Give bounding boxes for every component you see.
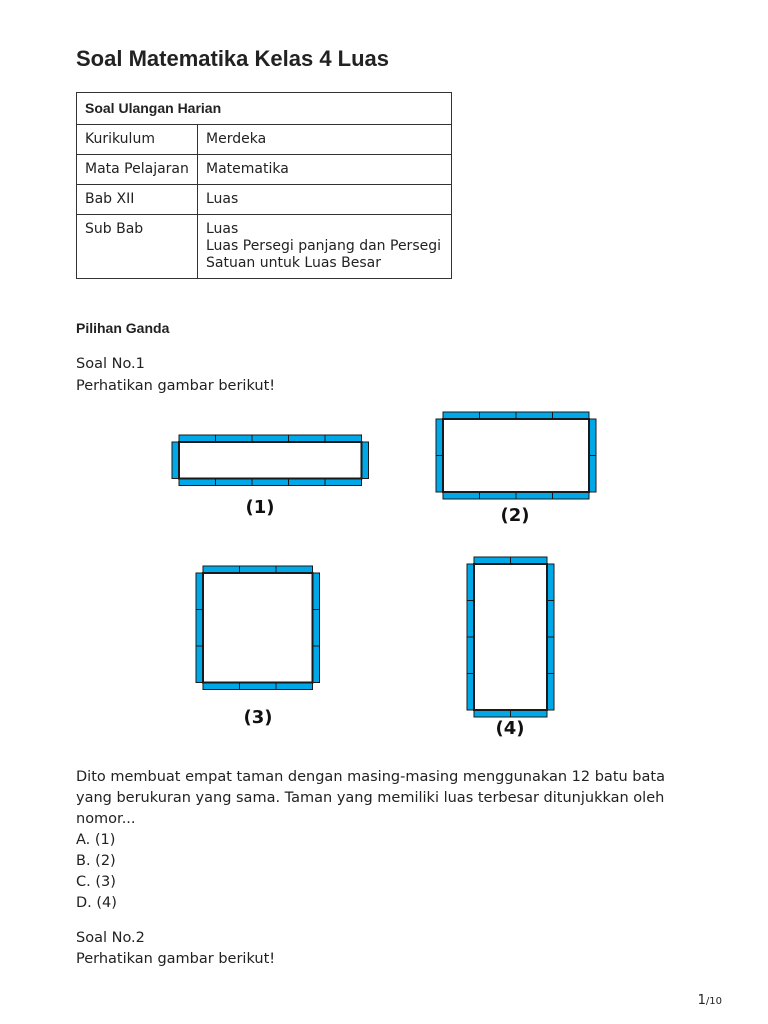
question-1-text: Dito membuat empat taman dengan masing-masing menggunakan 12 batu bata yang berukuran yang sama. Taman yang memiliki luas terbesar ditunjukkan oleh nomor... bbox=[76, 769, 665, 827]
brick bbox=[203, 683, 240, 690]
garden-figure-4 bbox=[467, 557, 554, 717]
row-value-bab: Luas bbox=[198, 185, 452, 215]
section-title: Pilihan Ganda bbox=[76, 320, 170, 336]
brick bbox=[516, 412, 553, 419]
option-b: B. (2) bbox=[76, 853, 116, 869]
brick bbox=[172, 442, 179, 479]
garden-area bbox=[474, 564, 547, 710]
sub-bab-line-1: Luas bbox=[206, 221, 239, 237]
brick bbox=[547, 674, 554, 711]
page-current: 1 bbox=[697, 993, 706, 1008]
brick bbox=[511, 710, 548, 717]
brick bbox=[443, 492, 480, 499]
info-table-header-row bbox=[77, 93, 452, 125]
row-label-bab: Bab XII bbox=[77, 185, 198, 215]
page-total: /10 bbox=[705, 996, 722, 1007]
figure-label-3: (3) bbox=[243, 707, 273, 728]
brick bbox=[553, 412, 590, 419]
brick bbox=[179, 479, 216, 486]
brick bbox=[252, 479, 289, 486]
row-label-mata-pelajaran: Mata Pelajaran bbox=[77, 155, 198, 185]
brick bbox=[196, 646, 203, 683]
table-row bbox=[77, 185, 452, 215]
brick bbox=[480, 492, 517, 499]
brick bbox=[325, 435, 362, 442]
row-value-kurikulum: Merdeka bbox=[198, 125, 452, 155]
brick bbox=[467, 601, 474, 638]
brick bbox=[547, 601, 554, 638]
question-2-instruction: Perhatikan gambar berikut! bbox=[76, 951, 276, 967]
brick bbox=[511, 557, 548, 564]
garden-figure-2 bbox=[436, 412, 596, 499]
brick bbox=[553, 492, 590, 499]
brick bbox=[474, 557, 511, 564]
figure-label-1: (1) bbox=[245, 497, 275, 518]
row-label-sub-bab: Sub Bab bbox=[77, 215, 198, 279]
brick bbox=[467, 674, 474, 711]
option-c: C. (3) bbox=[76, 874, 116, 890]
option-d: D. (4) bbox=[76, 895, 117, 911]
garden-figures bbox=[160, 402, 610, 742]
garden-figure-1 bbox=[172, 435, 369, 486]
row-value-mata-pelajaran: Matematika bbox=[198, 155, 452, 185]
brick bbox=[276, 566, 313, 573]
brick bbox=[252, 435, 289, 442]
figure-label-2: (2) bbox=[500, 505, 530, 526]
table-row bbox=[77, 155, 452, 185]
brick bbox=[289, 479, 326, 486]
info-table-header: Soal Ulangan Harian bbox=[77, 93, 452, 125]
garden-area bbox=[179, 442, 362, 479]
brick bbox=[474, 710, 511, 717]
brick bbox=[443, 412, 480, 419]
brick bbox=[313, 573, 320, 610]
row-value-sub-bab bbox=[198, 215, 452, 279]
sub-bab-line-2: Luas Persegi panjang dan Persegi Satuan untuk Luas Besar bbox=[206, 238, 441, 271]
row-label-kurikulum: Kurikulum bbox=[77, 125, 198, 155]
brick bbox=[240, 683, 277, 690]
figure-label-4: (4) bbox=[495, 718, 525, 739]
page-title: Soal Matematika Kelas 4 Luas bbox=[76, 46, 390, 71]
brick bbox=[547, 564, 554, 601]
info-table bbox=[76, 92, 452, 279]
brick bbox=[589, 456, 596, 493]
option-a: A. (1) bbox=[76, 832, 116, 848]
brick bbox=[276, 683, 313, 690]
brick bbox=[313, 610, 320, 647]
brick bbox=[289, 435, 326, 442]
brick bbox=[436, 456, 443, 493]
brick bbox=[480, 412, 517, 419]
brick bbox=[313, 646, 320, 683]
question-2-number: Soal No.2 bbox=[76, 930, 145, 946]
brick bbox=[362, 442, 369, 479]
brick bbox=[216, 479, 253, 486]
brick bbox=[203, 566, 240, 573]
brick bbox=[589, 419, 596, 456]
garden-area bbox=[443, 419, 589, 492]
brick bbox=[196, 573, 203, 610]
garden-figure-3 bbox=[196, 566, 320, 690]
brick bbox=[467, 637, 474, 674]
page-number bbox=[698, 993, 722, 1008]
brick bbox=[516, 492, 553, 499]
table-row bbox=[77, 125, 452, 155]
brick bbox=[547, 637, 554, 674]
question-1-instruction: Perhatikan gambar berikut! bbox=[76, 378, 276, 394]
question-1-number: Soal No.1 bbox=[76, 356, 145, 372]
brick bbox=[467, 564, 474, 601]
table-row bbox=[77, 215, 452, 279]
brick bbox=[325, 479, 362, 486]
brick bbox=[240, 566, 277, 573]
brick bbox=[196, 610, 203, 647]
garden-area bbox=[203, 573, 313, 683]
brick bbox=[216, 435, 253, 442]
brick bbox=[436, 419, 443, 456]
brick bbox=[179, 435, 216, 442]
